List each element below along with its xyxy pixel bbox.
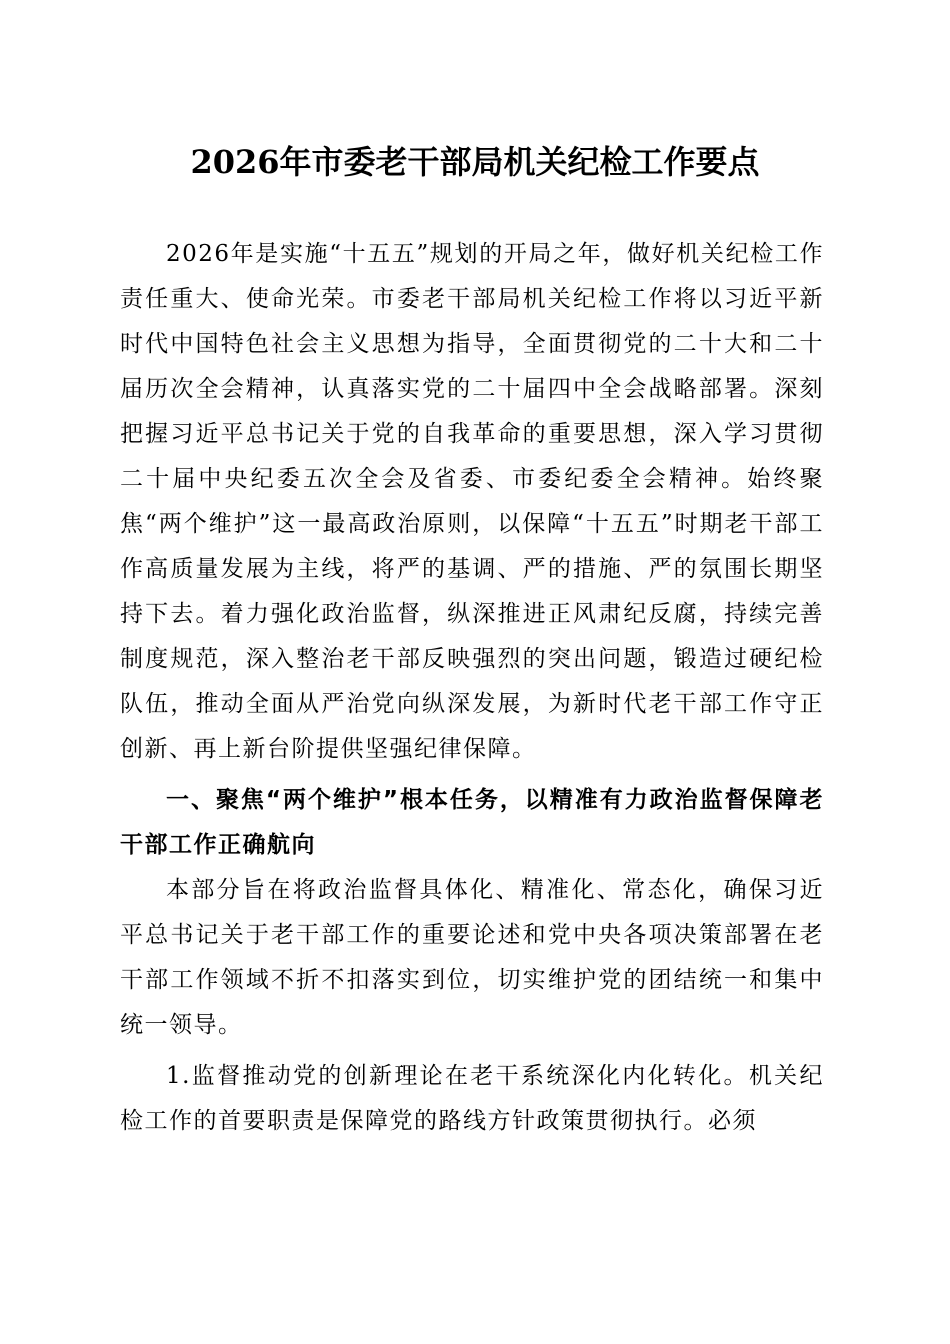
item-1-paragraph: 1.监督推动党的创新理论在老干系统深化内化转化。机关纪检工作的首要职责是保障党的路线方针政策贯彻执行。必须 [120,1063,824,1134]
document-title: 2026年市委老干部局机关纪检工作要点 [190,143,760,181]
intro-paragraph: 2026年是实施“十五五”规划的开局之年，做好机关纪检工作责任重大、使命光荣。市委老干部局机关纪检工作将以习近平新时代中国特色社会主义思想为指导，全面贯彻党的二十大和二十届历次全会精神，认真落实党的二十届四中全会战略部署。深刻把握习近平总书记关于党的自我革命的重要思想，深入学习贯彻二十届中央纪委五次全会及省委、市委纪委全会精神。始终聚焦“两个维护”这一最高政治原则，以保障“十五五”时期老干部工作高质量发展为主线，将严的基调、严的措施、严的氛围长期坚持下去。着力强化政治监督，纵深推进正风肃纪反腐，持续完善制度规范，深入整治老干部反映强烈的突出问题，锻造过硬纪检队伍，推动全面从严治党向纵深发展，为新时代老干部工作守正创新、再上新台阶提供坚强纪律保障。 [120,241,824,762]
document-body [120,232,824,1144]
section-1-body-paragraph: 本部分旨在将政治监督具体化、精准化、常态化，确保习近平总书记关于老干部工作的重要论述和党中央各项决策部署在老干部工作领域不折不扣落实到位，切实维护党的团结统一和集中统一领导。 [120,877,824,1038]
section-1-heading: 一、聚焦“两个维护”根本任务，以精准有力政治监督保障老干部工作正确航向 [120,787,824,858]
